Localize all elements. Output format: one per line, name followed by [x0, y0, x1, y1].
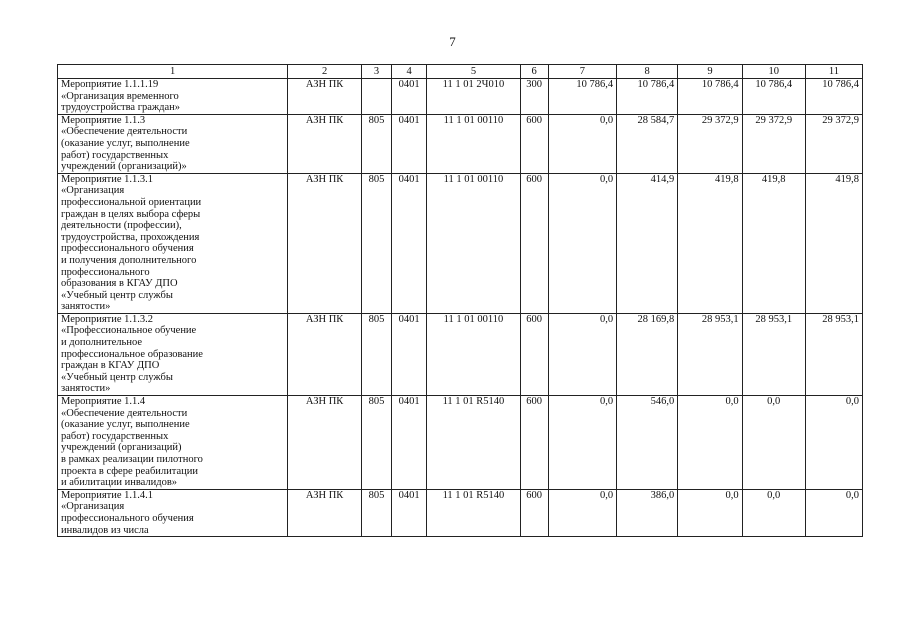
column-header: 1 — [58, 65, 288, 79]
cell-value: 0,0 — [678, 396, 742, 490]
cell-value: 419,8 — [678, 173, 742, 313]
cell-expense-type: 600 — [520, 396, 548, 490]
cell-measure-name: Мероприятие 1.1.4 «Обеспечение деятельности (оказание услуг, выполнение работ) государственных учреждений (организаций) в рамках реализации пилотного проекта в сфере реабилитации и абилитации инвалидов» — [58, 396, 288, 490]
column-header: 2 — [288, 65, 362, 79]
cell-value: 10 786,4 — [678, 79, 742, 115]
header-row — [58, 65, 863, 79]
table-body — [58, 79, 863, 537]
cell-value: 28 953,1 — [805, 313, 862, 395]
cell-value: 10 786,4 — [805, 79, 862, 115]
cell-value: 10 786,4 — [742, 79, 805, 115]
cell-section: 0401 — [392, 79, 427, 115]
column-header: 11 — [805, 65, 862, 79]
cell-grbs: 805 — [361, 489, 391, 536]
cell-section: 0401 — [392, 396, 427, 490]
cell-expense-type: 600 — [520, 173, 548, 313]
cell-value: 28 953,1 — [678, 313, 742, 395]
column-header: 9 — [678, 65, 742, 79]
cell-executor: АЗН ПК — [288, 79, 362, 115]
cell-executor: АЗН ПК — [288, 489, 362, 536]
cell-measure-name: Мероприятие 1.1.3.1 «Организация профессиональной ориентации граждан в целях выбора сферы деятельности (профессии), трудоустройства, прохождения профессионального обучения и получения дополнительного профессионального образования в КГАУ ДПО «Учебный центр службы занятости» — [58, 173, 288, 313]
cell-value: 0,0 — [548, 396, 616, 490]
cell-target-article: 11 1 01 2Ч010 — [427, 79, 520, 115]
cell-value: 10 786,4 — [548, 79, 616, 115]
cell-grbs: 805 — [361, 396, 391, 490]
cell-section: 0401 — [392, 489, 427, 536]
cell-section: 0401 — [392, 313, 427, 395]
cell-value: 28 169,8 — [617, 313, 678, 395]
cell-value: 419,8 — [742, 173, 805, 313]
column-header: 3 — [361, 65, 391, 79]
cell-value: 28 584,7 — [617, 114, 678, 173]
cell-grbs: 805 — [361, 313, 391, 395]
table-row — [58, 79, 863, 115]
cell-expense-type: 600 — [520, 313, 548, 395]
cell-value: 0,0 — [548, 173, 616, 313]
cell-grbs — [361, 79, 391, 115]
cell-target-article: 11 1 01 00110 — [427, 114, 520, 173]
cell-expense-type: 600 — [520, 114, 548, 173]
cell-value: 0,0 — [548, 313, 616, 395]
cell-grbs: 805 — [361, 173, 391, 313]
cell-value: 0,0 — [805, 489, 862, 536]
cell-value: 0,0 — [548, 114, 616, 173]
cell-measure-name: Мероприятие 1.1.4.1 «Организация профессионального обучения инвалидов из числа — [58, 489, 288, 536]
cell-value: 10 786,4 — [617, 79, 678, 115]
cell-measure-name: Мероприятие 1.1.3 «Обеспечение деятельности (оказание услуг, выполнение работ) государственных учреждений (организаций)» — [58, 114, 288, 173]
column-header: 7 — [548, 65, 616, 79]
cell-grbs: 805 — [361, 114, 391, 173]
cell-executor: АЗН ПК — [288, 396, 362, 490]
column-header: 10 — [742, 65, 805, 79]
cell-measure-name: Мероприятие 1.1.3.2 «Профессиональное обучение и дополнительное профессиональное образование граждан в КГАУ ДПО «Учебный центр службы занятости» — [58, 313, 288, 395]
cell-value: 28 953,1 — [742, 313, 805, 395]
cell-value: 29 372,9 — [678, 114, 742, 173]
column-header: 5 — [427, 65, 520, 79]
cell-target-article: 11 1 01 00110 — [427, 313, 520, 395]
cell-value: 414,9 — [617, 173, 678, 313]
cell-target-article: 11 1 01 00110 — [427, 173, 520, 313]
table-row — [58, 489, 863, 536]
table-row — [58, 313, 863, 395]
cell-target-article: 11 1 01 R5140 — [427, 489, 520, 536]
cell-section: 0401 — [392, 114, 427, 173]
cell-executor: АЗН ПК — [288, 313, 362, 395]
cell-executor: АЗН ПК — [288, 114, 362, 173]
cell-value: 386,0 — [617, 489, 678, 536]
cell-measure-name: Мероприятие 1.1.1.19 «Организация временного трудоустройства граждан» — [58, 79, 288, 115]
table-row — [58, 173, 863, 313]
budget-table — [57, 64, 863, 537]
column-header: 4 — [392, 65, 427, 79]
cell-value: 0,0 — [678, 489, 742, 536]
cell-executor: АЗН ПК — [288, 173, 362, 313]
cell-section: 0401 — [392, 173, 427, 313]
cell-value: 0,0 — [548, 489, 616, 536]
cell-value: 29 372,9 — [805, 114, 862, 173]
cell-value: 0,0 — [742, 396, 805, 490]
page-number: 7 — [449, 34, 456, 49]
cell-expense-type: 600 — [520, 489, 548, 536]
cell-value: 546,0 — [617, 396, 678, 490]
cell-value: 0,0 — [742, 489, 805, 536]
cell-target-article: 11 1 01 R5140 — [427, 396, 520, 490]
table-row — [58, 396, 863, 490]
column-header: 6 — [520, 65, 548, 79]
table-row — [58, 114, 863, 173]
column-header: 8 — [617, 65, 678, 79]
cell-expense-type: 300 — [520, 79, 548, 115]
cell-value: 29 372,9 — [742, 114, 805, 173]
cell-value: 0,0 — [805, 396, 862, 490]
cell-value: 419,8 — [805, 173, 862, 313]
